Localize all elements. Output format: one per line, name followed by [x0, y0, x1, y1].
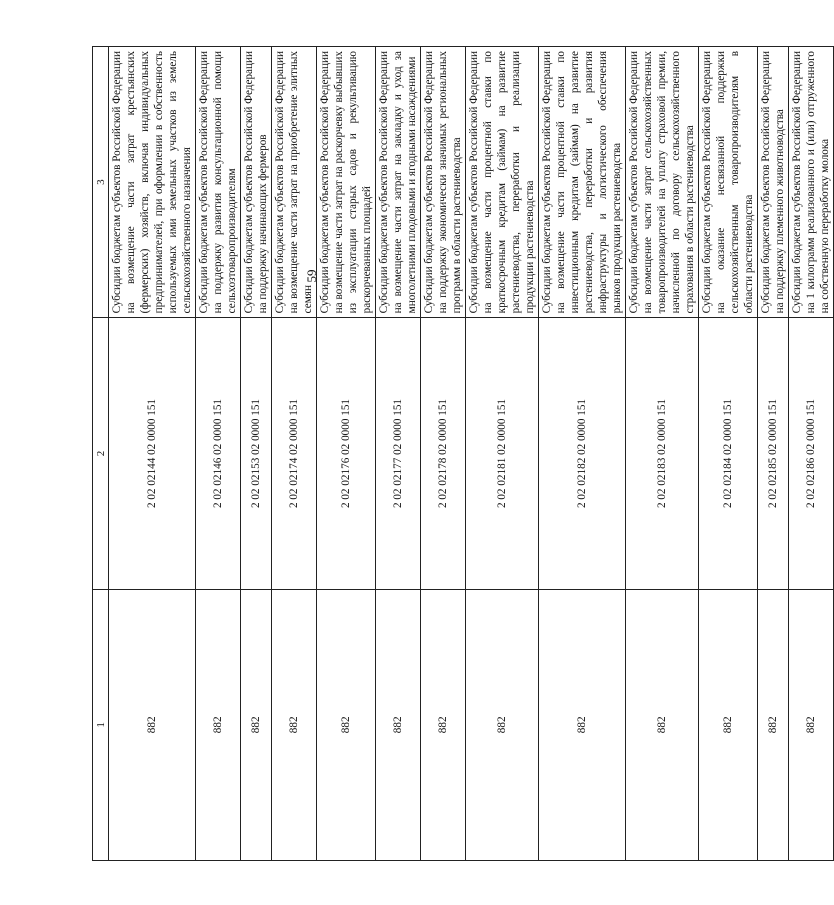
description-cell: Субсидии бюджетам субъектов Российской Федерации на поддержку начинающих фермеров — [241, 47, 272, 318]
budget-code-cell: 2 02 02183 02 0000 151 — [626, 318, 699, 589]
description-cell: Субсидии бюджетам субъектов Российской Федерации на оказание несвязанной поддержки сельскохозяйственным товаропроизводителям в области растениеводства — [699, 47, 758, 318]
description-cell: Субсидии бюджетам субъектов Российской Федерации на поддержку племенного животноводства — [758, 47, 789, 318]
budget-code-cell: 2 02 02153 02 0000 151 — [241, 318, 272, 589]
admin-code-cell: 882 — [699, 589, 758, 860]
table-row — [539, 47, 626, 861]
budget-code-cell: 2 02 02174 02 0000 151 — [272, 318, 317, 589]
admin-code-cell: 882 — [376, 589, 421, 860]
admin-code-cell: 882 — [789, 589, 834, 860]
budget-code-cell: 2 02 02184 02 0000 151 — [699, 318, 758, 589]
budget-code-cell: 2 02 02186 02 0000 151 — [789, 318, 834, 589]
table-row — [466, 47, 539, 861]
rotated-table-inner — [92, 46, 831, 861]
header-col-3: 3 — [93, 47, 109, 318]
table-row — [758, 47, 789, 861]
budget-code-cell: 2 02 02176 02 0000 151 — [317, 318, 376, 589]
budget-code-cell: 2 02 02182 02 0000 151 — [539, 318, 626, 589]
admin-code-cell: 882 — [758, 589, 789, 860]
admin-code-cell: 882 — [109, 589, 196, 860]
description-cell: Субсидии бюджетам субъектов Российской Федерации на поддержку развития консультационной помощи сельхозтоваропроизводителям — [196, 47, 241, 318]
description-cell: Субсидии бюджетам субъектов Российской Федерации на 1 килограмм реализованного и (или) отгруженного на собственную переработку молока — [789, 47, 834, 318]
description-cell: Субсидии бюджетам субъектов Российской Федерации на возмещение части процентной ставки по инвестиционным кредитам (займам) на развитие растениеводства, переработки и развития инфраструктуры и логистического обеспечения рынков продукции растениеводства — [539, 47, 626, 318]
table-row — [421, 47, 466, 861]
budget-code-cell: 2 02 02178 02 0000 151 — [421, 318, 466, 589]
description-cell: Субсидии бюджетам субъектов Российской Федерации на возмещение части затрат на раскорчевку выбывших из эксплуатации старых садов и рекультивацию раскорчеванных площадей — [317, 47, 376, 318]
table-row — [699, 47, 758, 861]
table-header-row — [93, 47, 109, 861]
budget-code-cell: 2 02 02177 02 0000 151 — [376, 318, 421, 589]
table-row — [626, 47, 699, 861]
admin-code-cell: 882 — [317, 589, 376, 860]
admin-code-cell: 882 — [539, 589, 626, 860]
budget-code-cell: 2 02 02146 02 0000 151 — [196, 318, 241, 589]
description-cell: Субсидии бюджетам субъектов Российской Федерации на возмещение части затрат крестьянских (фермерских) хозяйств, включая индивидуальных предпринимателей, при оформлении в собственность используемых ими земельных участков из земель сельскохозяйственного назначения — [109, 47, 196, 318]
table-row — [196, 47, 241, 861]
budget-code-cell: 2 02 02181 02 0000 151 — [466, 318, 539, 589]
description-cell: Субсидии бюджетам субъектов Российской Федерации на возмещение части затрат сельскохозяйственных товаропроизводителей на уплату страховой премии, начисленной по договору сельскохозяйственного страхования в области растениеводства — [626, 47, 699, 318]
table-row — [317, 47, 376, 861]
admin-code-cell: 882 — [421, 589, 466, 860]
page-number: 59 — [304, 269, 319, 283]
description-cell: Субсидии бюджетам субъектов Российской Федерации на поддержку экономически значимых региональных программ в области растениеводства — [421, 47, 466, 318]
table-row — [241, 47, 272, 861]
description-cell: Субсидии бюджетам субъектов Российской Федерации на возмещение части затрат на приобретение элитных семян — [272, 47, 317, 318]
budget-code-cell: 2 02 02185 02 0000 151 — [758, 318, 789, 589]
table-row — [272, 47, 317, 861]
admin-code-cell: 882 — [626, 589, 699, 860]
table-row — [789, 47, 834, 861]
table-row — [376, 47, 421, 861]
header-col-1: 1 — [93, 589, 109, 860]
description-cell: Субсидии бюджетам субъектов Российской Федерации на возмещение части процентной ставки по краткосрочным кредитам (займам) на развитие растениеводства, переработки и реализации продукции растениеводства — [466, 47, 539, 318]
admin-code-cell: 882 — [466, 589, 539, 860]
budget-code-cell: 2 02 02144 02 0000 151 — [109, 318, 196, 589]
description-cell: Субсидии бюджетам субъектов Российской Федерации на возмещение части затрат на закладку и уход за многолетними плодовыми и ягодными насаждениями — [376, 47, 421, 318]
subsidy-codes-table — [92, 46, 834, 861]
table-row — [109, 47, 196, 861]
rotated-table-container — [92, 46, 831, 861]
admin-code-cell: 882 — [241, 589, 272, 860]
header-col-2: 2 — [93, 318, 109, 589]
admin-code-cell: 882 — [272, 589, 317, 860]
admin-code-cell: 882 — [196, 589, 241, 860]
